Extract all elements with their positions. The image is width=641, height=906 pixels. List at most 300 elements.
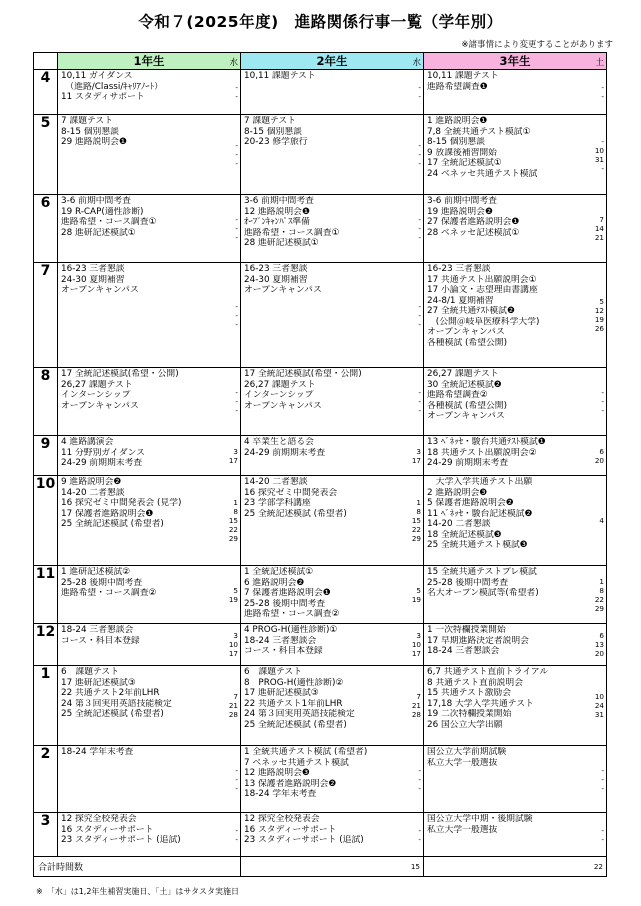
supplementary-hours — [595, 624, 604, 665]
event-item: オープンキャンパス — [61, 285, 139, 295]
hour-value: 21 — [594, 233, 604, 242]
event-item: 18-24 学年末考査 — [244, 789, 317, 799]
event-item: 10,11 課題テスト — [244, 71, 316, 81]
hour-value: 15 — [228, 516, 238, 525]
grade-1-header — [58, 53, 241, 70]
event-item: 8-15 個別懇談 — [427, 137, 485, 147]
hour-value: 21 — [228, 701, 238, 710]
hour-value: - — [235, 774, 238, 784]
grade-2-cell — [241, 368, 424, 436]
event-item: （進路/Classi/ｷｬﾘｱﾉｰﾄ） — [61, 81, 163, 92]
hour-value: 28 — [411, 710, 421, 719]
hour-value: - — [235, 224, 238, 233]
hour-value: - — [601, 92, 604, 101]
hour-value: - — [235, 159, 238, 168]
grade-3-header — [424, 53, 607, 70]
event-item: 28 ベネッセ記述模試① — [427, 227, 520, 238]
supplementary-hours — [235, 746, 238, 812]
hour-value: 13 — [594, 640, 604, 649]
grade-3-cell — [424, 70, 607, 115]
event-item: 17 全統記述模試(希望・公開) — [61, 369, 179, 379]
event-item: 23 学部学科講座 — [244, 498, 311, 508]
hour-value: - — [235, 233, 238, 242]
hour-value: 28 — [228, 710, 238, 719]
supplementary-hours — [595, 263, 604, 367]
event-item: オープンキャンパス — [244, 285, 322, 295]
grade-3-cell — [424, 666, 607, 746]
supplementary-hours — [418, 263, 421, 367]
grade-3-cell — [424, 813, 607, 857]
event-item: 4 PROG-H(適性診断)① — [244, 625, 338, 635]
event-item: 24-29 前期期末考査 — [427, 458, 509, 468]
supplementary-hours — [418, 746, 421, 812]
supplementary-hours — [412, 566, 421, 623]
hour-value: 21 — [411, 701, 421, 710]
grade-1-cell — [58, 263, 241, 368]
event-item: 進路希望・コース調査② — [61, 588, 157, 598]
hour-value: 7 — [599, 215, 604, 224]
event-item: 17 全統記述模試① — [427, 158, 502, 168]
event-item: 1 全統記述模試① — [244, 567, 314, 577]
grade-2-cell — [241, 263, 424, 368]
event-item: 7 ベネッセ共通テスト模試 — [244, 757, 349, 768]
event-item: オープンキャンパス — [244, 400, 322, 411]
event-item: 8-15 個別懇談 — [244, 126, 302, 137]
event-item: 24-30 夏期補習 — [61, 274, 125, 285]
hour-value: 3 — [416, 446, 421, 456]
change-notice: ※諸事情により変更することがあります — [461, 40, 613, 50]
hour-value: 29 — [228, 534, 238, 543]
hour-value: - — [235, 301, 238, 311]
total-grade-2-value: 15 — [410, 862, 420, 871]
grade-1-cell — [58, 476, 241, 566]
hour-value: 17 — [228, 649, 238, 658]
hour-value: 17 — [228, 455, 238, 465]
hour-value: 3 — [233, 446, 238, 456]
event-item: 進路希望調査❶ — [427, 81, 488, 92]
grade-3-label: 3年生 — [499, 54, 531, 68]
event-item: 28 進研記述模試① — [61, 227, 136, 238]
grade-1-cell — [58, 70, 241, 115]
event-item: 7 課題テスト — [244, 116, 297, 126]
hour-value: 1 — [233, 498, 238, 507]
grade-2-cell — [241, 476, 424, 566]
event-item: 14-20 二者懇談 — [244, 477, 308, 487]
event-item: (公開＠岐阜医療科学大学) — [427, 316, 540, 327]
month-label: 12 — [34, 624, 58, 666]
event-item: 26,27 課題テスト — [244, 379, 316, 390]
event-item: 16 スタディーサポート — [244, 824, 337, 835]
grade-2-cell — [241, 666, 424, 746]
supplementary-hours — [235, 115, 238, 194]
hour-value: - — [235, 92, 238, 101]
event-item: 17 進研記述模試③ — [244, 688, 319, 698]
hour-value: - — [601, 388, 604, 397]
grade-2-cell — [241, 195, 424, 263]
event-item: 18-24 三者懇談会 — [244, 635, 317, 646]
supplementary-hours — [418, 813, 421, 856]
event-item: 16 探究ゼミ中間発表会 (見学) — [61, 498, 182, 508]
grade-1-cell — [58, 813, 241, 857]
month-row — [34, 436, 607, 476]
event-item: 25 全統記述模試 (希望者) — [61, 709, 164, 719]
event-item: 1 全統共通テスト模試 (希望者) — [244, 747, 368, 757]
event-item: 14-20 二者懇談 — [427, 519, 491, 529]
hour-value: - — [235, 783, 238, 793]
hour-value: 8 — [599, 585, 604, 595]
grade-3-cell — [424, 746, 607, 813]
event-item: 進路希望・コース調査① — [244, 227, 340, 238]
hour-value: - — [235, 310, 238, 320]
month-row — [34, 263, 607, 368]
event-item: 6 課題テスト — [244, 667, 303, 677]
grade-2-day: 水 — [412, 58, 421, 68]
event-item: 18 共通テスト出願説明会② — [427, 447, 537, 458]
event-item: 20-23 修学旅行 — [244, 137, 308, 147]
event-item: 1 進路説明会❶ — [427, 116, 488, 126]
event-item: 17 全統記述模試(希望・公開) — [244, 369, 362, 379]
event-item: 25 全統記述模試 (希望者) — [61, 519, 164, 529]
event-item: コース・科目本登録 — [244, 646, 323, 656]
grade-2-cell — [241, 624, 424, 666]
supplementary-hours — [599, 476, 604, 565]
hour-value: - — [235, 83, 238, 92]
event-item: 22 共通テスト2年前LHR — [61, 688, 160, 698]
hour-value: - — [601, 397, 604, 406]
hour-value: - — [235, 319, 238, 329]
hour-value: - — [418, 774, 421, 784]
hour-value: 3 — [416, 631, 421, 640]
hour-value: - — [418, 150, 421, 159]
supplementary-hours — [412, 436, 421, 475]
grade-header-row — [34, 53, 607, 70]
footnote: ※ 「水」は1,2年生補習実施日、「土」はサタスタ実施日 — [36, 887, 240, 896]
grade-1-cell — [58, 624, 241, 666]
hour-value: 17 — [411, 455, 421, 465]
grade-1-cell — [58, 368, 241, 436]
hour-value: - — [418, 310, 421, 320]
event-item: 16-23 三者懇談 — [244, 264, 308, 274]
grade-3-cell — [424, 368, 607, 436]
event-item: 29 進路説明会❶ — [61, 137, 127, 147]
event-item: 24-29 前期期末考査 — [244, 447, 326, 458]
hour-value: - — [601, 83, 604, 92]
total-grade-3-value: 22 — [593, 862, 603, 871]
event-item: 10,11 ガイダンス — [61, 71, 133, 81]
hour-value: 14 — [594, 224, 604, 233]
grade-2-cell — [241, 115, 424, 195]
hour-value: 19 — [411, 594, 421, 604]
hour-value: - — [418, 92, 421, 101]
event-item: 17 共通テスト出願説明会① — [427, 274, 537, 285]
event-item: 進路希望調査② — [427, 390, 488, 400]
schedule-body — [34, 70, 607, 857]
event-item: 進路希望・コース調査② — [244, 609, 340, 619]
event-item: 23 スタディーサポート (追試) — [244, 835, 364, 845]
month-row — [34, 746, 607, 813]
hour-value: 19 — [228, 594, 238, 604]
month-label: 6 — [34, 195, 58, 263]
month-label: 10 — [34, 476, 58, 566]
supplementary-hours — [229, 624, 238, 665]
event-item: オープンキャンパス — [61, 400, 139, 411]
hour-value: 24 — [594, 701, 604, 710]
hour-value: 1 — [416, 498, 421, 507]
event-item: 国公立大学前期試験 — [427, 747, 507, 757]
event-item: 19 進路説明会❷ — [427, 206, 493, 217]
event-item: ｵｰﾌﾟﾝｷｬﾝﾊﾟｽ準備 — [244, 217, 310, 227]
event-item: 13 ﾍﾞﾈｯｾ・駿台共通ﾃｽﾄ模試❶ — [427, 437, 546, 447]
event-item: 17 保護者進路説明会❶ — [61, 508, 154, 519]
event-item: 大学入学共通テスト出願 — [427, 477, 533, 487]
event-item: 24 第３回実用英語技能検定 — [61, 698, 172, 709]
hour-value: - — [601, 406, 604, 415]
event-item: 8 共通テスト直前説明会 — [427, 677, 524, 688]
hour-value: 8 — [416, 507, 421, 516]
month-label: 8 — [34, 368, 58, 436]
supplementary-hours — [601, 368, 604, 435]
supplementary-hours — [229, 666, 238, 745]
supplementary-hours — [595, 115, 604, 194]
hour-value: - — [601, 163, 604, 173]
event-item: 各種模試 (希望公開) — [427, 400, 508, 411]
hour-value: - — [418, 301, 421, 311]
grade-3-day: 土 — [595, 58, 604, 68]
event-item: 7 保護者進路説明会❶ — [244, 588, 331, 598]
month-label: 5 — [34, 115, 58, 195]
event-item: 16-23 三者懇談 — [427, 264, 491, 274]
event-item: 25 全統記述模試 (希望者) — [244, 508, 347, 519]
hour-value: 3 — [233, 631, 238, 640]
event-item: 8-15 個別懇談 — [61, 126, 119, 137]
grade-1-cell — [58, 746, 241, 813]
grade-3-cell — [424, 115, 607, 195]
event-item: 私立大学一般選抜 — [427, 824, 498, 835]
hour-value: 8 — [233, 507, 238, 516]
hour-value: 22 — [594, 594, 604, 604]
event-item: 27 保護者進路説明会❶ — [427, 217, 520, 227]
event-item: 22 共通テスト1年前LHR — [244, 698, 343, 709]
hour-value: - — [418, 388, 421, 397]
supplementary-hours — [235, 195, 238, 262]
grade-3-cell — [424, 263, 607, 368]
hour-value: - — [601, 834, 604, 844]
month-label: 3 — [34, 813, 58, 857]
supplementary-hours — [601, 746, 604, 812]
hour-value: 5 — [599, 297, 604, 306]
hour-value: - — [601, 136, 604, 146]
month-row — [34, 813, 607, 857]
hour-value: 12 — [594, 306, 604, 315]
grade-2-cell — [241, 70, 424, 115]
hour-value: 15 — [411, 516, 421, 525]
total-hours-text: 合計時間数 — [38, 863, 84, 873]
grade-3-cell — [424, 624, 607, 666]
event-item: 11 スタディサポート — [61, 92, 145, 102]
grade-2-label: 2年生 — [316, 54, 348, 68]
supplementary-hours — [595, 666, 604, 745]
event-item: 17 進研記述模試③ — [61, 677, 136, 688]
grade-1-cell — [58, 666, 241, 746]
hour-value: - — [235, 141, 238, 150]
hour-value: 22 — [411, 525, 421, 534]
hour-value: 1 — [599, 576, 604, 586]
hour-value: 7 — [416, 692, 421, 701]
event-item: 各種模試 (希望公開) — [427, 337, 508, 348]
hour-value: 29 — [594, 603, 604, 613]
hour-value: - — [418, 83, 421, 92]
hour-value: - — [601, 774, 604, 784]
month-row — [34, 624, 607, 666]
page-title: 令和７(2025年度) 進路関係行事一覧（学年別） — [138, 13, 503, 31]
event-item: 25 全統共通テスト模試❸ — [427, 540, 528, 550]
event-item: 12 探究全校発表会 — [61, 814, 137, 824]
hour-value: - — [235, 397, 238, 406]
event-item: 26,27 課題テスト — [61, 379, 133, 390]
event-item: 15 共通テスト激励会 — [427, 688, 512, 698]
supplementary-hours — [229, 436, 238, 475]
supplementary-hours — [418, 115, 421, 194]
event-item: コース・科目本登録 — [61, 635, 140, 646]
grade-2-cell — [241, 746, 424, 813]
event-item: 17 小論文・志望理由書講座 — [427, 285, 538, 295]
month-row — [34, 115, 607, 195]
hour-value: - — [418, 224, 421, 233]
event-item: 16 スタディーサポート — [61, 824, 154, 835]
hour-value: - — [418, 215, 421, 224]
event-item: 17 早期進路決定者説明会 — [427, 635, 529, 646]
hour-value: 4 — [599, 516, 604, 525]
hour-value: 17 — [411, 649, 421, 658]
supplementary-hours — [595, 566, 604, 623]
total-row — [34, 857, 607, 877]
grade-3-cell — [424, 476, 607, 566]
hour-value: 22 — [228, 525, 238, 534]
hour-value: 10 — [594, 692, 604, 701]
event-item: 私立大学一般選抜 — [427, 757, 498, 768]
hour-value: 10 — [228, 640, 238, 649]
event-item: 5 保護者進路説明会❷ — [427, 498, 514, 508]
event-item: 19 R-CAP(適性診断) — [61, 206, 144, 217]
corner-cell — [34, 53, 58, 70]
supplementary-hours — [412, 666, 421, 745]
hour-value: - — [418, 825, 421, 835]
event-item: 国公立大学中期・後期試験 — [427, 814, 533, 824]
total-grade-3-cell — [424, 857, 607, 877]
supplementary-hours — [412, 476, 421, 565]
event-item: 12 進路説明会❸ — [244, 768, 310, 778]
event-item: 14-20 二者懇談 — [61, 487, 125, 498]
event-item: 15 全統共通テストプレ模試 — [427, 567, 537, 577]
event-item: オープンキャンパス — [427, 411, 505, 421]
hour-value: 10 — [594, 145, 604, 155]
month-label: 1 — [34, 666, 58, 746]
grade-2-cell — [241, 566, 424, 624]
hour-value: - — [235, 388, 238, 397]
hour-value: 6 — [599, 446, 604, 456]
hour-value: - — [418, 783, 421, 793]
hour-value: - — [418, 397, 421, 406]
month-label: 11 — [34, 566, 58, 624]
hour-value: - — [601, 783, 604, 793]
hour-value: 7 — [233, 692, 238, 701]
total-grade-2-cell — [241, 857, 424, 877]
event-item: 10,11 課題テスト — [427, 71, 499, 81]
supplementary-hours — [418, 368, 421, 435]
hour-value: - — [235, 834, 238, 844]
month-row — [34, 368, 607, 436]
hour-value: 19 — [594, 315, 604, 324]
event-item: 12 探究全校発表会 — [244, 814, 320, 824]
hour-value: - — [235, 150, 238, 159]
hour-value: - — [235, 825, 238, 835]
event-item: 6 課題テスト — [61, 667, 120, 677]
event-item: 27 全統共通ﾃｽﾄ模試❷ — [427, 306, 515, 316]
supplementary-hours — [601, 70, 604, 114]
hour-value: 31 — [594, 154, 604, 164]
event-item: 4 進路講演会 — [61, 437, 114, 447]
event-item: 4 卒業生と語る会 — [244, 437, 314, 447]
month-row — [34, 195, 607, 263]
supplementary-hours — [595, 195, 604, 262]
event-item: 3-6 前期中間考査 — [244, 196, 314, 206]
event-item: 24-29 前期期末考査 — [61, 458, 143, 468]
event-item: 18-24 三者懇談会 — [61, 625, 134, 635]
event-item: 進路希望・コース調査① — [61, 217, 157, 227]
hour-value: - — [418, 765, 421, 775]
event-item: 13 保護者進路説明会❷ — [244, 778, 337, 789]
hour-value: 20 — [594, 649, 604, 658]
event-item: 3-6 前期中間考査 — [427, 196, 497, 206]
grade-3-cell — [424, 195, 607, 263]
hour-value: 5 — [416, 585, 421, 595]
event-item: 18 全統記述模試❸ — [427, 529, 502, 540]
hour-value: 10 — [411, 640, 421, 649]
grade-1-cell — [58, 195, 241, 263]
supplementary-hours — [595, 436, 604, 475]
event-item: 17,18 大学入学共通テスト — [427, 698, 534, 709]
event-item: 1 進研記述模試② — [61, 567, 131, 577]
event-item: 6 進路説明会❷ — [244, 577, 305, 588]
supplementary-hours — [229, 476, 238, 565]
supplementary-hours — [412, 624, 421, 665]
event-item: 26 国公立大学出願 — [427, 719, 503, 730]
event-item: 25 全統記述模試 (希望者) — [244, 719, 347, 730]
grade-2-header — [241, 53, 424, 70]
hour-value: - — [418, 141, 421, 150]
hour-value: 20 — [594, 455, 604, 465]
month-label: 7 — [34, 263, 58, 368]
event-item: 7 課題テスト — [61, 116, 114, 126]
event-item: 19 二次特欄授業開始 — [427, 709, 512, 719]
hour-value: 31 — [594, 710, 604, 719]
event-item: 24-8/1 夏期補習 — [427, 295, 494, 306]
event-item: 18-24 三者懇談会 — [427, 646, 500, 656]
hour-value: - — [418, 834, 421, 844]
event-item: 9 放課後補習開始 — [427, 147, 497, 158]
event-item: 30 全統記述模試❷ — [427, 379, 502, 390]
event-item: 25-28 後期中間考査 — [244, 598, 326, 609]
supplementary-hours — [235, 368, 238, 435]
grade-3-cell — [424, 566, 607, 624]
event-item: 25-28 後期中間考査 — [427, 577, 509, 588]
hour-value: - — [418, 406, 421, 415]
event-item: 24 ベネッセ共通テスト模試 — [427, 168, 538, 179]
event-item: 1 一次特欄授業開始 — [427, 625, 506, 635]
event-item: 23 スタディーサポート (追試) — [61, 835, 181, 845]
event-item: 25-28 後期中間考査 — [61, 577, 143, 588]
grade-2-cell — [241, 436, 424, 476]
